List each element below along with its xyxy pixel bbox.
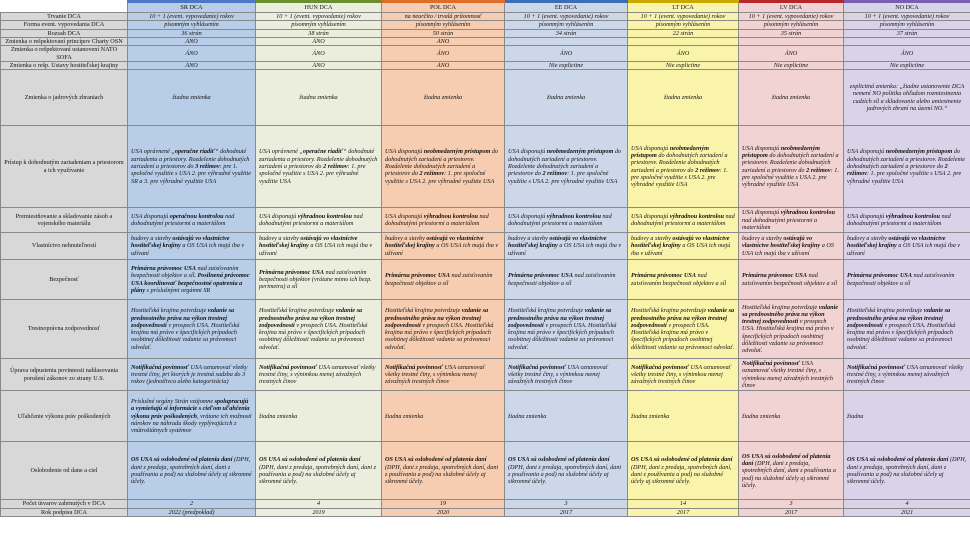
table-cell: Primárna právomoc USA nad zaisťovaním bezpečnosti objektov (vrátane mimo ich bezp. perimetra) a síl	[256, 260, 382, 300]
table-cell: 50 strán	[382, 29, 505, 37]
table-row	[1, 126, 970, 208]
table-cell: 2019	[256, 508, 382, 516]
table-cell: Hostiteľská krajina potvrdzuje vzdanie sa prednostného práva na výkon trestnej zodpovednosti v prospech USA. Hostiteľská krajina má právo v špecifických prípadoch osobitnej dôležitosti vzdanie sa právomoci odvolať.	[128, 300, 256, 359]
table-cell: OS USA sú oslobodené od platenia daní (DPH, dani z predaja, spotrebných daní, dani z používania a pod) na služobné účely aj sikromné účely.	[739, 442, 844, 500]
row-label: Zmienka o jadrových zbraniach	[1, 70, 128, 126]
header-hun: HUN DCA	[256, 2, 382, 13]
table-cell	[628, 37, 739, 45]
table-row	[1, 61, 970, 69]
row-label: Vlastníctvo nehnuteľností	[1, 233, 128, 260]
table-cell: Primárna právomoc USA nad zaisťovaním bezpečnosti objektov a síl	[382, 260, 505, 300]
row-label: Trvanie DCA	[1, 13, 128, 21]
table-cell: žiadna zmienka	[739, 391, 844, 442]
table-cell: písomným vyhlásením	[128, 21, 256, 29]
table-cell: Notifikačná povinnosť USA oznamovať všetky trestné činy, s výnimkou menej závažných trestných činov	[382, 359, 505, 391]
table-cell: písomným vyhlásením	[739, 21, 844, 29]
row-label: Trestnoprávna zodpovednosť	[1, 300, 128, 359]
table-cell: ÁNO	[739, 46, 844, 62]
row-label: Oslobodenie od dane a ciel	[1, 442, 128, 500]
table-row	[1, 233, 970, 260]
table-cell: písomným vyhlásením	[628, 21, 739, 29]
table-cell: 2022 (predpoklad)	[128, 508, 256, 516]
row-label: Zmienka o rešpektovaní ustanovení NATO SOFA	[1, 46, 128, 62]
row-label: Rozsah DCA	[1, 29, 128, 37]
table-cell: žiadna zmienka	[256, 70, 382, 126]
table-row	[1, 260, 970, 300]
table-cell: 2	[128, 500, 256, 508]
header-sr: SR DCA	[128, 2, 256, 13]
table-cell: písomným vyhlásením	[505, 21, 628, 29]
table-cell: USA disponujú neobmedzeným prístupom do dohodnutých zariadení a priestorov. Rozdelenie dohodnutých zariadení a priestorov do 2 režimov: 1. pre spoločné využitie s USA 2. pre výhradné využitie USA	[382, 126, 505, 208]
table-cell: 10 + 1 (event. vypovedanie) rokov	[739, 13, 844, 21]
table-cell: ÁNO	[382, 46, 505, 62]
table-cell: 4	[256, 500, 382, 508]
table-cell: OS USA sú oslobodené od platenia daní (DPH, dani z predaja, spotrebných daní, dani z používania a pod) na služobné účely aj sikromné účely.	[256, 442, 382, 500]
table-cell: žiadna zmienka	[128, 70, 256, 126]
table-cell: žiadna zmienka	[628, 391, 739, 442]
table-cell: budovy a stavby ostávajú vo vlastníctve hostiteľskej krajiny a OS USA ich majú iba v užívaní	[128, 233, 256, 260]
table-cell: Primárna právomoc USA nad zaisťovaním bezpečnosti objektov a síl	[505, 260, 628, 300]
table-cell	[505, 37, 628, 45]
table-cell: Primárna právomoc USA nad zaisťovaním bezpečnosti objektov a síl	[628, 260, 739, 300]
table-cell: OS USA sú oslobodené od platenia daní (DPH, dani z predaja, spotrebných daní, dani z používania a pod) na služobné účely aj sikromné účely.	[844, 442, 970, 500]
table-cell: USA disponujú výhradnou kontrolou nad dohodnutými priestormi a materiálom	[256, 208, 382, 233]
row-label: Premiestňovanie a skladovanie zásob a vojenského materiálu	[1, 208, 128, 233]
header-ee: EE DCA	[505, 2, 628, 13]
table-cell: žiadna zmienka	[382, 391, 505, 442]
table-cell: budovy a stavby ostávajú vo vlastníctve hostiteľskej krajiny a OS USA ich majú iba v užívaní	[382, 233, 505, 260]
table-cell: 2017	[739, 508, 844, 516]
table-cell: 10 + 1 (event. vypovedanie) rokov	[844, 13, 970, 21]
table-cell: 19	[382, 500, 505, 508]
table-cell: ÁNO	[256, 61, 382, 69]
table-cell: Hostiteľská krajina potvrdzuje vzdanie sa prednostného práva na výkon trestnej zodpovednosti v prospech USA. Hostiteľská krajina má právo v špecifických prípadoch osobitnej dôležitosti vzdanie sa právomoci odvolať.	[628, 300, 739, 359]
header-row	[1, 2, 970, 13]
table-cell	[739, 37, 844, 45]
table-cell: 36 strán	[128, 29, 256, 37]
table-cell: ÁNO	[256, 46, 382, 62]
table-row	[1, 208, 970, 233]
table-cell: ÁNO	[628, 46, 739, 62]
table-cell: OS USA sú oslobodené od platenia daní (DPH, dani z predaja, spotrebných daní, dani z používania a pod) na služobné účely aj sikromné účely.	[128, 442, 256, 500]
table-cell: 10 + 1 (event. vypovedanie) rokov	[628, 13, 739, 21]
table-cell: USA disponujú výhradnou kontrolou nad dohodnutými priestormi a materiálom	[628, 208, 739, 233]
table-cell: Primárna právomoc USA nad zaisťovaním bezpečnosti objektov a síl	[844, 260, 970, 300]
table-cell: Nie explicitne	[844, 61, 970, 69]
row-label: Uľahčenie výkonu práv poškodených	[1, 391, 128, 442]
table-cell: Notifikačná povinnosť USA oznamovať všetky trestné činy, s výnimkou menej závažných trestných činov	[844, 359, 970, 391]
table-cell: 2017	[628, 508, 739, 516]
table-cell: explicitná zmienka: „žiadne ustanovenie DCA nemení NO politiku ohľadom rozmiestnenia cudzích síl a skladovanie alebo umiestnenie jadrových zbraní na území NO.“	[844, 70, 970, 126]
table-cell: písomným vyhlásením	[844, 21, 970, 29]
header-no: NO DCA	[844, 2, 970, 13]
table-cell: ÁNO	[382, 61, 505, 69]
table-row	[1, 21, 970, 29]
table-cell: 2020	[382, 508, 505, 516]
table-cell: Notifikačná povinnosť USA oznamovať všetky trestné činy, s výnimkou menej závažných trestných činov	[628, 359, 739, 391]
row-label: Forma event. vypovedania DCA	[1, 21, 128, 29]
row-label: Počet útvarov zahrnutých v DCA	[1, 500, 128, 508]
table-row	[1, 13, 970, 21]
table-cell: budovy a stavby ostávajú vo vlastníctve hostiteľskej krajiny a OS USA ich majú iba v užívaní	[256, 233, 382, 260]
table-cell: 2017	[505, 508, 628, 516]
table-cell: písomným vyhlásením	[382, 21, 505, 29]
table-cell: Hostiteľská krajina potvrdzuje vzdanie sa prednostného práva na výkon trestnej zodpovednosti v prospech USA. Hostiteľská krajina má právo v špecifických prípadoch osobitnej dôležitosti vzdanie sa právomoci odvolať.	[505, 300, 628, 359]
table-row	[1, 37, 970, 45]
table-row	[1, 500, 970, 508]
table-cell: 37 strán	[844, 29, 970, 37]
table-cell: USA disponujú výhradnou kontrolou nad dohodnutými priestormi a materiálom	[505, 208, 628, 233]
table-cell: Hostiteľská krajina potvrdzuje vzdanie sa prednostného práva na výkon trestnej zodpovednosti v prospech USA. Hostiteľská krajina má právo v špecifických prípadoch osobitnej dôležitosti vzdanie sa právomoci odvolať.	[739, 300, 844, 359]
table-cell: 38 strán	[256, 29, 382, 37]
table-cell: 14	[628, 500, 739, 508]
table-cell: ÁNO	[382, 37, 505, 45]
table-cell: 4	[844, 500, 970, 508]
table-cell	[844, 37, 970, 45]
table-cell: USA disponujú výhradnou kontrolou nad dohodnutými priestormi a materiálom	[382, 208, 505, 233]
table-cell: Nie explicitne	[505, 61, 628, 69]
table-cell: USA disponujú operačnou kontrolou nad dohodnutými priestormi a materiálom	[128, 208, 256, 233]
table-cell: 2021	[844, 508, 970, 516]
table-cell: ÁNO	[128, 37, 256, 45]
table-cell: USA disponujú neobmedzeným prístupom do dohodnutých zariadení a priestorov. Rozdelenie dohodnutých zariadení a priestorov do 2 režimov: 1. pre spoločné využitie s USA 2. pre výhradné využitie USA	[505, 126, 628, 208]
table-cell: 3	[739, 500, 844, 508]
table-cell: žiadna	[844, 391, 970, 442]
table-cell: ÁNO	[844, 46, 970, 62]
table-cell: Primárna právomoc USA nad zaisťovaním bezpečnosti objektov a síl. Posilnená právomoc USA koordinovať bezpečnostné opatrenia a plány s príslušnými orgánmi SR	[128, 260, 256, 300]
table-cell: OS USA sú oslobodené od platenia daní (DPH, dani z predaja, spotrebných daní, dani z používania a pod) na služobné účely aj sikromné účely.	[628, 442, 739, 500]
table-cell: Nie explicitne	[739, 61, 844, 69]
table-cell: ÁNO	[256, 37, 382, 45]
table-cell: 22 strán	[628, 29, 739, 37]
table-cell: 34 strán	[505, 29, 628, 37]
table-cell: budovy a stavby ostávajú vo vlastníctve hostiteľskej krajiny a OS USA ich majú iba v užívaní	[844, 233, 970, 260]
table-cell: Hostiteľská krajina potvrdzuje vzdanie sa prednostného práva na výkon trestnej zodpovednosti v prospech USA. Hostiteľská krajina má právo v špecifických prípadoch osobitnej dôležitosti vzdanie sa právomoci odvolať.	[844, 300, 970, 359]
header-empty	[1, 2, 128, 13]
table-row	[1, 359, 970, 391]
row-label: Zmienka o rešpektovaní princípov Charty OSN	[1, 37, 128, 45]
row-label: Prístup k dohodnutým zariadeniam a priestorom a ich využívanie	[1, 126, 128, 208]
table-cell: Notifikačná povinnosť USA oznamovať všetky trestné činy, s výnimkou menej závažných trestných činov	[505, 359, 628, 391]
table-cell: ÁNO	[128, 46, 256, 62]
table-cell: budovy a stavby ostávajú vo vlastníctve hostiteľskej krajiny a OS USA ich majú iba v užívaní	[739, 233, 844, 260]
header-lt: LT DCA	[628, 2, 739, 13]
table-cell: budovy a stavby ostávajú vo vlastníctve hostiteľskej krajiny a OS USA ich majú iba v užívaní	[628, 233, 739, 260]
row-label: Zmienka o rešp. Ústavy hostiteľskej krajiny	[1, 61, 128, 69]
table-cell: na neurčito / trvalá prítomnosť	[382, 13, 505, 21]
table-cell: OS USA sú oslobodené od platenia daní (DPH, dani z predaja, spotrebných daní, dani z používania a pod) na služobné účely aj sikromné účely.	[505, 442, 628, 500]
table-cell: USA disponujú neobmedzeným prístupom do dohodnutých zariadení a priestorov. Rozdelenie dohodnutých zariadení a priestorov do 2 režimov: 1. pre spoločné využitie s USA 2. pre výhradné využitie USA	[844, 126, 970, 208]
table-cell: žiadna zmienka	[505, 70, 628, 126]
table-row	[1, 508, 970, 516]
row-label: Rok podpisu DCA	[1, 508, 128, 516]
table-cell: OS USA sú oslobodené od platenia daní (DPH, dani z predaja, spotrebných daní, dani z používania a pod) na služobné účely aj sikromné účely.	[382, 442, 505, 500]
table-cell: USA disponujú výhradnou kontrolou nad dohodnutými priestormi a materiálom	[844, 208, 970, 233]
table-cell: USA disponujú neobmedzeným prístupom do dohodnutých zariadení a priestorov. Rozdelenie dohodnutých zariadení a priestorov do 2 režimov: 1. pre spoločné využitie s USA 2. pre výhradné využitie USA	[739, 126, 844, 208]
table-cell: Notifikačná povinnosť USA oznamovať všetky trestné činy, pri ktorých je trestná sadzba do 3 rokov (jednotlivca alebo kategorizácia)	[128, 359, 256, 391]
table-cell: žiadna zmienka	[505, 391, 628, 442]
table-cell: Hostiteľská krajina potvrdzuje vzdanie sa prednostného práva na výkon trestnej zodpovednosti v prospech USA. Hostiteľská krajina má právo v špecifických prípadoch osobitnej dôležitosti vzdanie sa právomoci odvolať.	[256, 300, 382, 359]
table-row	[1, 29, 970, 37]
table-cell: žiadna zmienka	[739, 70, 844, 126]
table-cell: Hostiteľská krajina potvrdzuje vzdanie sa prednostného práva na výkon trestnej zodpovednosti v prospech USA. Hostiteľská krajina má právo v špecifických prípadoch osobitnej dôležitosti vzdanie sa právomoci odvolať.	[382, 300, 505, 359]
table-cell: ÁNO	[128, 61, 256, 69]
table-row	[1, 391, 970, 442]
table-cell: 10 + 1 (event. vypovedanie) rokov	[256, 13, 382, 21]
row-label: Úprava odpustenia povinnosti nahlasovania porušení zákonov zo strany U.S.	[1, 359, 128, 391]
table-cell: Primárna právomoc USA nad zaisťovaním bezpečnosti objektov a síl	[739, 260, 844, 300]
table-cell: žiadna zmienka	[628, 70, 739, 126]
table-cell: 35 strán	[739, 29, 844, 37]
table-cell: 3	[505, 500, 628, 508]
table-cell: budovy a stavby ostávajú vo vlastníctve hostiteľskej krajiny a OS USA ich majú iba v užívaní	[505, 233, 628, 260]
table-cell: 10 + 1 (event. vypovedanie) rokov	[128, 13, 256, 21]
row-label: Bezpečnosť	[1, 260, 128, 300]
table-row	[1, 46, 970, 62]
table-cell: USA oprávnené „operačne riadiť“ dohodnuté zariadenia a priestory. Rozdelenie dohodnutých zariadení a priestorov do 2 režimov: 1. pre spoločné využitie s USA 2. pre výhradné využitie USA	[256, 126, 382, 208]
table-row	[1, 442, 970, 500]
table-cell: Nie explicitne	[628, 61, 739, 69]
table-cell: USA disponujú neobmedzeným prístupom do dohodnutých zariadení a priestorov. Rozdelenie dohodnutých zariadení a priestorov do 2 režimov: 1. pre spoločné využitie s USA 2. pre výhradné využitie USA	[628, 126, 739, 208]
table-cell: písomným vyhlásením	[256, 21, 382, 29]
table-row	[1, 300, 970, 359]
table-cell: žiadna zmienka	[382, 70, 505, 126]
table-cell: ÁNO	[505, 46, 628, 62]
table-cell: Notifikačná povinnosť USA oznamovať všetky trestné činy, s výnimkou menej závažných trestných činov	[739, 359, 844, 391]
table-cell: žiadna zmienka	[256, 391, 382, 442]
header-lv: LV DCA	[739, 2, 844, 13]
header-pol: POL DCA	[382, 2, 505, 13]
table-cell: 10 + 1 (event. vypovedanie) rokov	[505, 13, 628, 21]
table-cell: USA oprávnené „operačne riadiť“ dohodnuté zariadenia a priestory. Rozdelenie dohodnutých zariadení a priestorov do 3 režimov: pre 1. spoločné využitie s USA 2. pre výhradné využitie SR a 3. pre výhradné využitie USA	[128, 126, 256, 208]
table-cell: USA disponujú výhradnou kontrolou nad dohodnutými priestormi a materiálom	[739, 208, 844, 233]
table-cell: Notifikačná povinnosť USA oznamovať všetky trestné činy, s výnimkou menej závažných trestných činov	[256, 359, 382, 391]
table-cell: Príslušné orgány Strán vzájomne spolupracujú a vymieňajú si informácie s cieľom uľahčenia výkonu práv poškodených, vrátane ich možnosti nárokov na náhradu škody vyplývajúcich z vnútroštátnych systémov	[128, 391, 256, 442]
table-row	[1, 70, 970, 126]
